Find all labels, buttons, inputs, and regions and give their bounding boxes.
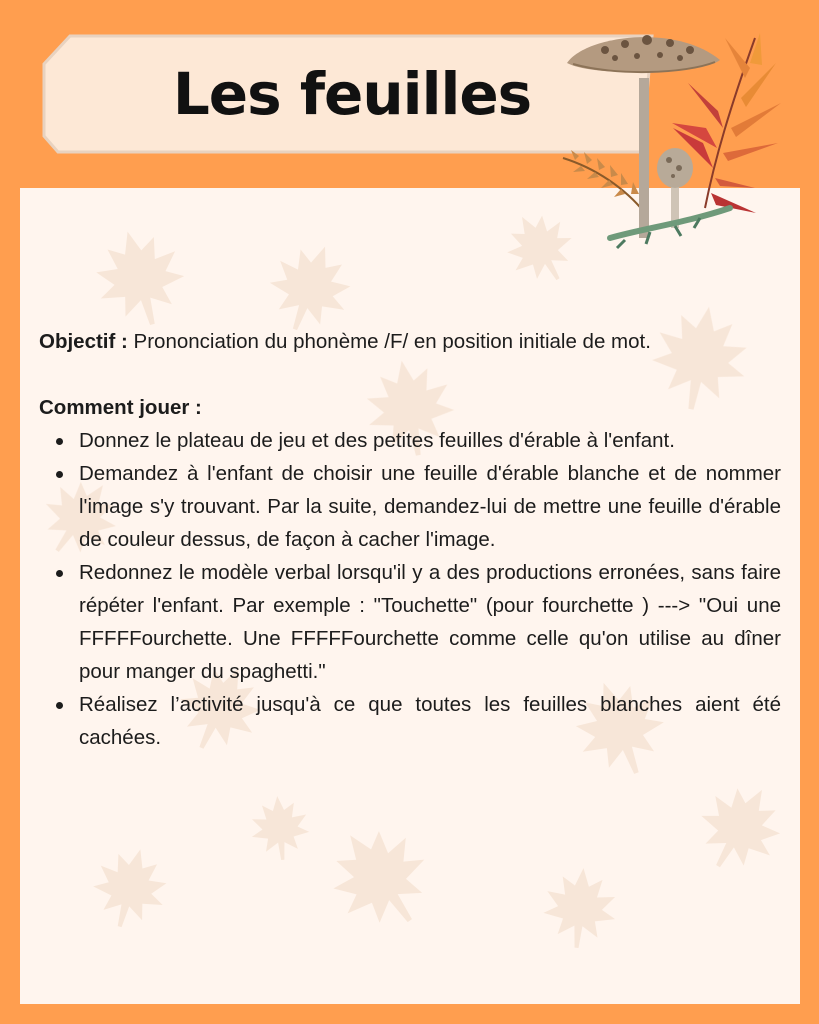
mushroom-icon — [555, 18, 795, 253]
howto-label: Comment jouer : — [39, 396, 202, 419]
instructions — [39, 325, 781, 754]
title-banner — [42, 34, 642, 154]
list-item: Donnez le plateau de jeu et des petites feuilles d'érable à l'enfant. — [79, 424, 781, 457]
howto-heading — [39, 391, 781, 424]
page-title: Les feuilles — [172, 60, 532, 128]
objective-label: Objectif : — [39, 330, 128, 353]
list-item: Demandez à l'enfant de choisir une feuille d'érable blanche et de nommer l'image s'y trouvant. Par la suite, demandez-lui de mettre une feuille d'érable de couleur dessus, de façon à cacher l'image. — [79, 457, 781, 556]
list-item: Réalisez l’activité jusqu'à ce que toutes les feuilles blanches aient été cachées. — [79, 688, 781, 754]
list-item: Redonnez le modèle verbal lorsqu'il y a des productions erronées, sans faire répéter l'enfant. Par exemple : "Touchette" (pour fourchette ) ---> "Oui une FFFFFourchette. Une FFFFFourchette comme celle qu'on utilise au dîner pour manger du spaghetti." — [79, 556, 781, 688]
objective — [39, 325, 781, 358]
objective-text: Prononciation du phonème /F/ en position initiale de mot. — [133, 330, 651, 353]
steps-list — [39, 424, 781, 754]
